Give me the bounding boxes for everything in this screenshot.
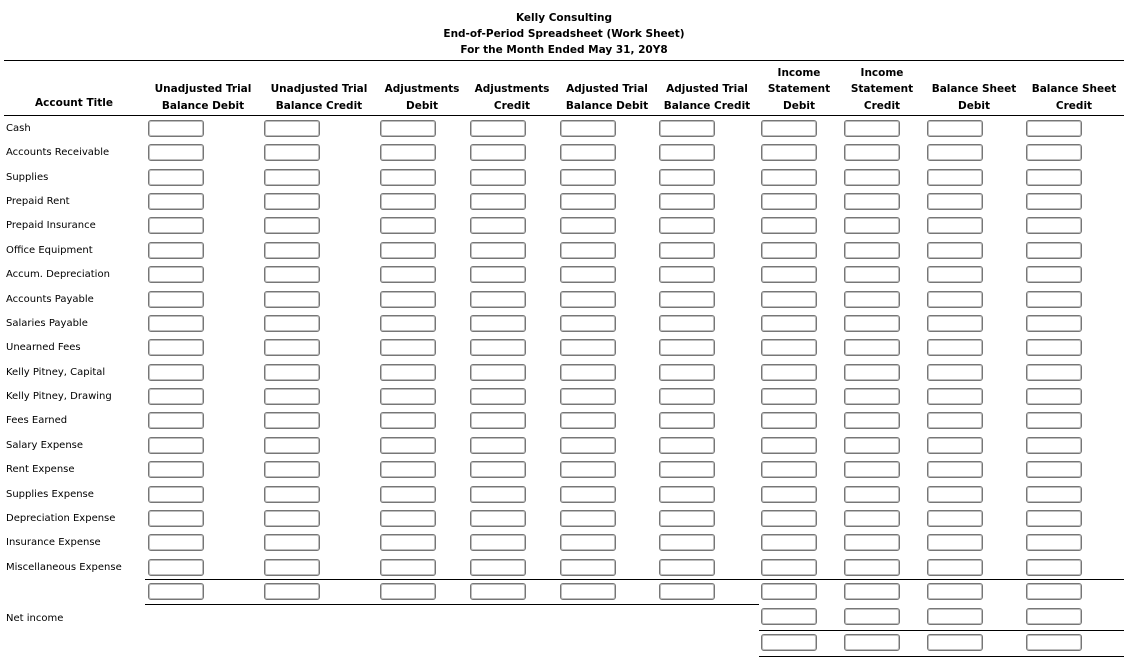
column-header-line: Credit xyxy=(493,99,531,112)
amount-input-kelly-pitney-drawing-col7[interactable] xyxy=(761,388,817,405)
amount-input-accounts-receivable-col6[interactable] xyxy=(659,144,715,161)
amount-input-salaries-payable-col9[interactable] xyxy=(927,315,983,332)
amount-input-accounts-payable-col3[interactable] xyxy=(380,291,436,308)
amount-input-kelly-pitney-capital-col4[interactable] xyxy=(470,364,526,381)
amount-input-insurance-expense-col3[interactable] xyxy=(380,534,436,551)
amount-input-prepaid-rent-col8[interactable] xyxy=(844,193,900,210)
amount-input-miscellaneous-expense-col5[interactable] xyxy=(560,559,616,576)
amount-input-prepaid-rent-col1[interactable] xyxy=(148,193,204,210)
amount-input-kelly-pitney-capital-col3[interactable] xyxy=(380,364,436,381)
totals-input-col1[interactable] xyxy=(148,583,204,600)
account-label-unearned-fees: Unearned Fees xyxy=(6,342,81,353)
header-bottom-rule xyxy=(4,115,1124,116)
account-label-cash: Cash xyxy=(6,123,31,134)
period-label: For the Month Ended May 31, 20Y8 xyxy=(460,44,668,56)
account-label-salary-expense: Salary Expense xyxy=(6,440,84,451)
net-income-label: Net income xyxy=(6,613,64,624)
amount-input-accum-depreciation-col10[interactable] xyxy=(1026,266,1082,283)
amount-input-accounts-payable-col5[interactable] xyxy=(560,291,616,308)
amount-input-accounts-receivable-col9[interactable] xyxy=(927,144,983,161)
amount-input-salaries-payable-col2[interactable] xyxy=(264,315,320,332)
amount-input-supplies-col9[interactable] xyxy=(927,169,983,186)
amount-input-accounts-receivable-col3[interactable] xyxy=(380,144,436,161)
amount-input-rent-expense-col2[interactable] xyxy=(264,461,320,478)
amount-input-office-equipment-col2[interactable] xyxy=(264,242,320,259)
account-label-prepaid-rent: Prepaid Rent xyxy=(6,196,70,207)
amount-input-kelly-pitney-drawing-col6[interactable] xyxy=(659,388,715,405)
account-label-office-equipment: Office Equipment xyxy=(6,245,93,256)
amount-input-accounts-payable-col10[interactable] xyxy=(1026,291,1082,308)
account-label-kelly-pitney-drawing: Kelly Pitney, Drawing xyxy=(6,391,112,402)
amount-input-accounts-receivable-col10[interactable] xyxy=(1026,144,1082,161)
amount-input-cash-col4[interactable] xyxy=(470,120,526,137)
amount-input-prepaid-insurance-col9[interactable] xyxy=(927,217,983,234)
amount-input-cash-col2[interactable] xyxy=(264,120,320,137)
column-header-line: Adjusted Trial xyxy=(566,83,648,95)
account-title-header: Account Title xyxy=(35,97,113,109)
column-header-line: Balance Credit xyxy=(663,99,751,112)
account-label-accounts-payable: Accounts Payable xyxy=(6,294,94,305)
amount-input-unearned-fees-col1[interactable] xyxy=(148,339,204,356)
amount-input-fees-earned-col2[interactable] xyxy=(264,412,320,429)
amount-input-unearned-fees-col3[interactable] xyxy=(380,339,436,356)
column-header-line: Balance Debit xyxy=(161,99,245,112)
amount-input-accum-depreciation-col9[interactable] xyxy=(927,266,983,283)
amount-input-prepaid-rent-col9[interactable] xyxy=(927,193,983,210)
totals-input-col3[interactable] xyxy=(380,583,436,600)
column-header-line: Debit xyxy=(783,99,815,112)
amount-input-cash-col7[interactable] xyxy=(761,120,817,137)
amount-input-supplies-expense-col4[interactable] xyxy=(470,486,526,503)
account-label-kelly-pitney-capital: Kelly Pitney, Capital xyxy=(6,367,106,378)
amount-input-salary-expense-col7[interactable] xyxy=(761,437,817,454)
account-label-salaries-payable: Salaries Payable xyxy=(6,318,88,329)
amount-input-salary-expense-col4[interactable] xyxy=(470,437,526,454)
amount-input-accounts-receivable-col5[interactable] xyxy=(560,144,616,161)
amount-input-fees-earned-col6[interactable] xyxy=(659,412,715,429)
amount-input-office-equipment-col7[interactable] xyxy=(761,242,817,259)
amount-input-kelly-pitney-capital-col6[interactable] xyxy=(659,364,715,381)
amount-input-miscellaneous-expense-col6[interactable] xyxy=(659,559,715,576)
account-label-accounts-receivable: Accounts Receivable xyxy=(6,147,110,158)
amount-input-depreciation-expense-col8[interactable] xyxy=(844,510,900,527)
amount-input-kelly-pitney-drawing-col4[interactable] xyxy=(470,388,526,405)
amount-input-accum-depreciation-col5[interactable] xyxy=(560,266,616,283)
amount-input-prepaid-rent-col7[interactable] xyxy=(761,193,817,210)
amount-input-supplies-col4[interactable] xyxy=(470,169,526,186)
net-income-input-col7[interactable] xyxy=(761,608,817,625)
amount-input-accounts-receivable-col8[interactable] xyxy=(844,144,900,161)
account-label-prepaid-insurance: Prepaid Insurance xyxy=(6,220,96,231)
amount-input-depreciation-expense-col7[interactable] xyxy=(761,510,817,527)
amount-input-prepaid-rent-col4[interactable] xyxy=(470,193,526,210)
amount-input-accum-depreciation-col7[interactable] xyxy=(761,266,817,283)
column-header-line: Unadjusted Trial xyxy=(270,83,368,95)
amount-input-kelly-pitney-drawing-col9[interactable] xyxy=(927,388,983,405)
amount-input-cash-col1[interactable] xyxy=(148,120,204,137)
amount-input-supplies-expense-col3[interactable] xyxy=(380,486,436,503)
amount-input-miscellaneous-expense-col4[interactable] xyxy=(470,559,526,576)
amount-input-salaries-payable-col7[interactable] xyxy=(761,315,817,332)
account-label-rent-expense: Rent Expense xyxy=(6,464,75,475)
amount-input-fees-earned-col8[interactable] xyxy=(844,412,900,429)
amount-input-cash-col10[interactable] xyxy=(1026,120,1082,137)
amount-input-cash-col8[interactable] xyxy=(844,120,900,137)
amount-input-office-equipment-col3[interactable] xyxy=(380,242,436,259)
column-header-5 xyxy=(553,64,661,114)
amount-input-insurance-expense-col1[interactable] xyxy=(148,534,204,551)
amount-input-accum-depreciation-col1[interactable] xyxy=(148,266,204,283)
account-label-accum-depreciation: Accum. Depreciation xyxy=(6,269,110,280)
amount-input-fees-earned-col7[interactable] xyxy=(761,412,817,429)
amount-input-prepaid-insurance-col3[interactable] xyxy=(380,217,436,234)
amount-input-salary-expense-col10[interactable] xyxy=(1026,437,1082,454)
amount-input-salary-expense-col9[interactable] xyxy=(927,437,983,454)
amount-input-depreciation-expense-col6[interactable] xyxy=(659,510,715,527)
column-header-line: Unadjusted Trial xyxy=(154,83,252,95)
amount-input-depreciation-expense-col2[interactable] xyxy=(264,510,320,527)
column-header-line: Balance Debit xyxy=(565,99,649,112)
amount-input-supplies-expense-col10[interactable] xyxy=(1026,486,1082,503)
amount-input-miscellaneous-expense-col7[interactable] xyxy=(761,559,817,576)
column-header-2 xyxy=(265,64,373,114)
amount-input-salary-expense-col2[interactable] xyxy=(264,437,320,454)
amount-input-unearned-fees-col2[interactable] xyxy=(264,339,320,356)
amount-input-supplies-col8[interactable] xyxy=(844,169,900,186)
totals-input-col4[interactable] xyxy=(470,583,526,600)
column-header-line: Balance Sheet xyxy=(1031,83,1117,95)
amount-input-unearned-fees-col7[interactable] xyxy=(761,339,817,356)
column-header-9 xyxy=(920,64,1028,114)
amount-input-office-equipment-col9[interactable] xyxy=(927,242,983,259)
final-double-rule xyxy=(759,656,1124,657)
column-header-line: Statement xyxy=(767,83,831,95)
amount-input-fees-earned-col1[interactable] xyxy=(148,412,204,429)
amount-input-depreciation-expense-col1[interactable] xyxy=(148,510,204,527)
amount-input-kelly-pitney-drawing-col3[interactable] xyxy=(380,388,436,405)
amount-input-miscellaneous-expense-col2[interactable] xyxy=(264,559,320,576)
totals-input-col6[interactable] xyxy=(659,583,715,600)
amount-input-unearned-fees-col5[interactable] xyxy=(560,339,616,356)
amount-input-rent-expense-col7[interactable] xyxy=(761,461,817,478)
amount-input-kelly-pitney-drawing-col8[interactable] xyxy=(844,388,900,405)
amount-input-supplies-col5[interactable] xyxy=(560,169,616,186)
amount-input-supplies-expense-col5[interactable] xyxy=(560,486,616,503)
net-income-rule xyxy=(759,630,1124,631)
account-label-miscellaneous-expense: Miscellaneous Expense xyxy=(6,562,122,573)
column-header-10 xyxy=(1020,64,1128,114)
amount-input-supplies-expense-col2[interactable] xyxy=(264,486,320,503)
amount-input-supplies-col1[interactable] xyxy=(148,169,204,186)
totals-input-col7[interactable] xyxy=(761,583,817,600)
amount-input-miscellaneous-expense-col10[interactable] xyxy=(1026,559,1082,576)
amount-input-accum-depreciation-col2[interactable] xyxy=(264,266,320,283)
amount-input-supplies-expense-col9[interactable] xyxy=(927,486,983,503)
amount-input-accounts-payable-col7[interactable] xyxy=(761,291,817,308)
amount-input-kelly-pitney-capital-col9[interactable] xyxy=(927,364,983,381)
amount-input-prepaid-insurance-col10[interactable] xyxy=(1026,217,1082,234)
amount-input-salaries-payable-col1[interactable] xyxy=(148,315,204,332)
totals-input-col5[interactable] xyxy=(560,583,616,600)
net-income-input-col8[interactable] xyxy=(844,608,900,625)
amount-input-accum-depreciation-col6[interactable] xyxy=(659,266,715,283)
amount-input-accounts-receivable-col7[interactable] xyxy=(761,144,817,161)
amount-input-fees-earned-col10[interactable] xyxy=(1026,412,1082,429)
column-header-line: Credit xyxy=(1055,99,1093,112)
amount-input-salaries-payable-col3[interactable] xyxy=(380,315,436,332)
amount-input-depreciation-expense-col10[interactable] xyxy=(1026,510,1082,527)
amount-input-prepaid-rent-col6[interactable] xyxy=(659,193,715,210)
amount-input-cash-col9[interactable] xyxy=(927,120,983,137)
amount-input-prepaid-insurance-col6[interactable] xyxy=(659,217,715,234)
amount-input-prepaid-insurance-col8[interactable] xyxy=(844,217,900,234)
amount-input-accounts-payable-col8[interactable] xyxy=(844,291,900,308)
account-label-supplies: Supplies xyxy=(6,172,49,183)
amount-input-rent-expense-col6[interactable] xyxy=(659,461,715,478)
amount-input-rent-expense-col1[interactable] xyxy=(148,461,204,478)
column-header-line: Debit xyxy=(958,99,990,112)
amount-input-prepaid-insurance-col1[interactable] xyxy=(148,217,204,234)
account-label-fees-earned: Fees Earned xyxy=(6,415,68,426)
net-income-input-col9[interactable] xyxy=(927,608,983,625)
amount-input-fees-earned-col9[interactable] xyxy=(927,412,983,429)
amount-input-depreciation-expense-col9[interactable] xyxy=(927,510,983,527)
amount-input-prepaid-insurance-col2[interactable] xyxy=(264,217,320,234)
column-header-line: Adjustments xyxy=(474,83,550,95)
company-name: Kelly Consulting xyxy=(515,12,613,24)
amount-input-depreciation-expense-col5[interactable] xyxy=(560,510,616,527)
amount-input-supplies-col2[interactable] xyxy=(264,169,320,186)
amount-input-rent-expense-col3[interactable] xyxy=(380,461,436,478)
amount-input-unearned-fees-col6[interactable] xyxy=(659,339,715,356)
amount-input-miscellaneous-expense-col3[interactable] xyxy=(380,559,436,576)
amount-input-insurance-expense-col4[interactable] xyxy=(470,534,526,551)
amount-input-supplies-col7[interactable] xyxy=(761,169,817,186)
amount-input-kelly-pitney-capital-col7[interactable] xyxy=(761,364,817,381)
amount-input-kelly-pitney-capital-col10[interactable] xyxy=(1026,364,1082,381)
amount-input-fees-earned-col5[interactable] xyxy=(560,412,616,429)
amount-input-prepaid-insurance-col5[interactable] xyxy=(560,217,616,234)
amount-input-accounts-payable-col4[interactable] xyxy=(470,291,526,308)
amount-input-rent-expense-col9[interactable] xyxy=(927,461,983,478)
amount-input-prepaid-rent-col2[interactable] xyxy=(264,193,320,210)
amount-input-insurance-expense-col8[interactable] xyxy=(844,534,900,551)
column-header-line: Income xyxy=(777,66,821,79)
amount-input-depreciation-expense-col3[interactable] xyxy=(380,510,436,527)
amount-input-cash-col6[interactable] xyxy=(659,120,715,137)
totals-input-col10[interactable] xyxy=(1026,583,1082,600)
amount-input-fees-earned-col4[interactable] xyxy=(470,412,526,429)
amount-input-salary-expense-col8[interactable] xyxy=(844,437,900,454)
column-header-line: Credit xyxy=(863,99,901,112)
amount-input-office-equipment-col10[interactable] xyxy=(1026,242,1082,259)
amount-input-office-equipment-col6[interactable] xyxy=(659,242,715,259)
amount-input-accounts-payable-col6[interactable] xyxy=(659,291,715,308)
amount-input-salary-expense-col1[interactable] xyxy=(148,437,204,454)
amount-input-office-equipment-col5[interactable] xyxy=(560,242,616,259)
totals-bottom-rule xyxy=(145,604,759,605)
amount-input-salary-expense-col3[interactable] xyxy=(380,437,436,454)
amount-input-kelly-pitney-drawing-col10[interactable] xyxy=(1026,388,1082,405)
amount-input-office-equipment-col8[interactable] xyxy=(844,242,900,259)
amount-input-prepaid-rent-col3[interactable] xyxy=(380,193,436,210)
amount-input-accum-depreciation-col3[interactable] xyxy=(380,266,436,283)
totals-input-col9[interactable] xyxy=(927,583,983,600)
final-total-input-col9[interactable] xyxy=(927,634,983,651)
amount-input-fees-earned-col3[interactable] xyxy=(380,412,436,429)
amount-input-miscellaneous-expense-col1[interactable] xyxy=(148,559,204,576)
amount-input-accounts-payable-col9[interactable] xyxy=(927,291,983,308)
final-total-input-col7[interactable] xyxy=(761,634,817,651)
amount-input-accum-depreciation-col8[interactable] xyxy=(844,266,900,283)
amount-input-miscellaneous-expense-col8[interactable] xyxy=(844,559,900,576)
amount-input-supplies-expense-col8[interactable] xyxy=(844,486,900,503)
amount-input-accounts-receivable-col4[interactable] xyxy=(470,144,526,161)
final-total-input-col10[interactable] xyxy=(1026,634,1082,651)
amount-input-supplies-col3[interactable] xyxy=(380,169,436,186)
column-header-line: Statement xyxy=(850,83,914,95)
amount-input-accounts-payable-col2[interactable] xyxy=(264,291,320,308)
amount-input-prepaid-rent-col10[interactable] xyxy=(1026,193,1082,210)
net-income-input-col10[interactable] xyxy=(1026,608,1082,625)
amount-input-rent-expense-col10[interactable] xyxy=(1026,461,1082,478)
amount-input-accounts-receivable-col1[interactable] xyxy=(148,144,204,161)
amount-input-kelly-pitney-drawing-col5[interactable] xyxy=(560,388,616,405)
amount-input-salaries-payable-col10[interactable] xyxy=(1026,315,1082,332)
amount-input-insurance-expense-col5[interactable] xyxy=(560,534,616,551)
amount-input-unearned-fees-col4[interactable] xyxy=(470,339,526,356)
amount-input-prepaid-insurance-col4[interactable] xyxy=(470,217,526,234)
column-header-line: Debit xyxy=(406,99,438,112)
column-header-line: Balance Credit xyxy=(275,99,363,112)
amount-input-salaries-payable-col8[interactable] xyxy=(844,315,900,332)
amount-input-miscellaneous-expense-col9[interactable] xyxy=(927,559,983,576)
amount-input-cash-col5[interactable] xyxy=(560,120,616,137)
account-label-supplies-expense: Supplies Expense xyxy=(6,489,94,500)
final-total-input-col8[interactable] xyxy=(844,634,900,651)
amount-input-rent-expense-col8[interactable] xyxy=(844,461,900,478)
column-header-line: Balance Sheet xyxy=(931,83,1017,95)
amount-input-accounts-receivable-col2[interactable] xyxy=(264,144,320,161)
amount-input-kelly-pitney-drawing-col2[interactable] xyxy=(264,388,320,405)
amount-input-supplies-col10[interactable] xyxy=(1026,169,1082,186)
amount-input-supplies-expense-col1[interactable] xyxy=(148,486,204,503)
amount-input-kelly-pitney-capital-col1[interactable] xyxy=(148,364,204,381)
column-header-line: Income xyxy=(860,66,904,79)
amount-input-salaries-payable-col6[interactable] xyxy=(659,315,715,332)
amount-input-prepaid-insurance-col7[interactable] xyxy=(761,217,817,234)
totals-input-col8[interactable] xyxy=(844,583,900,600)
amount-input-accum-depreciation-col4[interactable] xyxy=(470,266,526,283)
column-header-4 xyxy=(458,64,566,114)
amount-input-kelly-pitney-capital-col8[interactable] xyxy=(844,364,900,381)
column-header-line: Adjusted Trial xyxy=(666,83,748,95)
amount-input-insurance-expense-col6[interactable] xyxy=(659,534,715,551)
amount-input-rent-expense-col4[interactable] xyxy=(470,461,526,478)
amount-input-insurance-expense-col9[interactable] xyxy=(927,534,983,551)
amount-input-insurance-expense-col10[interactable] xyxy=(1026,534,1082,551)
amount-input-unearned-fees-col10[interactable] xyxy=(1026,339,1082,356)
amount-input-salary-expense-col6[interactable] xyxy=(659,437,715,454)
amount-input-supplies-col6[interactable] xyxy=(659,169,715,186)
amount-input-insurance-expense-col7[interactable] xyxy=(761,534,817,551)
account-label-insurance-expense: Insurance Expense xyxy=(6,537,101,548)
column-header-line: Adjustments xyxy=(384,83,460,95)
amount-input-supplies-expense-col6[interactable] xyxy=(659,486,715,503)
amount-input-salaries-payable-col5[interactable] xyxy=(560,315,616,332)
amount-input-office-equipment-col1[interactable] xyxy=(148,242,204,259)
amount-input-accounts-payable-col1[interactable] xyxy=(148,291,204,308)
amount-input-kelly-pitney-capital-col5[interactable] xyxy=(560,364,616,381)
column-header-1 xyxy=(149,64,257,114)
amount-input-depreciation-expense-col4[interactable] xyxy=(470,510,526,527)
totals-input-col2[interactable] xyxy=(264,583,320,600)
worksheet-title: End-of-Period Spreadsheet (Work Sheet) xyxy=(443,28,685,40)
amount-input-office-equipment-col4[interactable] xyxy=(470,242,526,259)
account-label-depreciation-expense: Depreciation Expense xyxy=(6,513,116,524)
header-top-rule xyxy=(4,60,1124,61)
amount-input-prepaid-rent-col5[interactable] xyxy=(560,193,616,210)
amount-input-unearned-fees-col9[interactable] xyxy=(927,339,983,356)
amount-input-rent-expense-col5[interactable] xyxy=(560,461,616,478)
amount-input-unearned-fees-col8[interactable] xyxy=(844,339,900,356)
amount-input-salary-expense-col5[interactable] xyxy=(560,437,616,454)
amount-input-supplies-expense-col7[interactable] xyxy=(761,486,817,503)
totals-top-rule xyxy=(145,579,1124,580)
amount-input-insurance-expense-col2[interactable] xyxy=(264,534,320,551)
amount-input-salaries-payable-col4[interactable] xyxy=(470,315,526,332)
amount-input-kelly-pitney-capital-col2[interactable] xyxy=(264,364,320,381)
amount-input-cash-col3[interactable] xyxy=(380,120,436,137)
amount-input-kelly-pitney-drawing-col1[interactable] xyxy=(148,388,204,405)
